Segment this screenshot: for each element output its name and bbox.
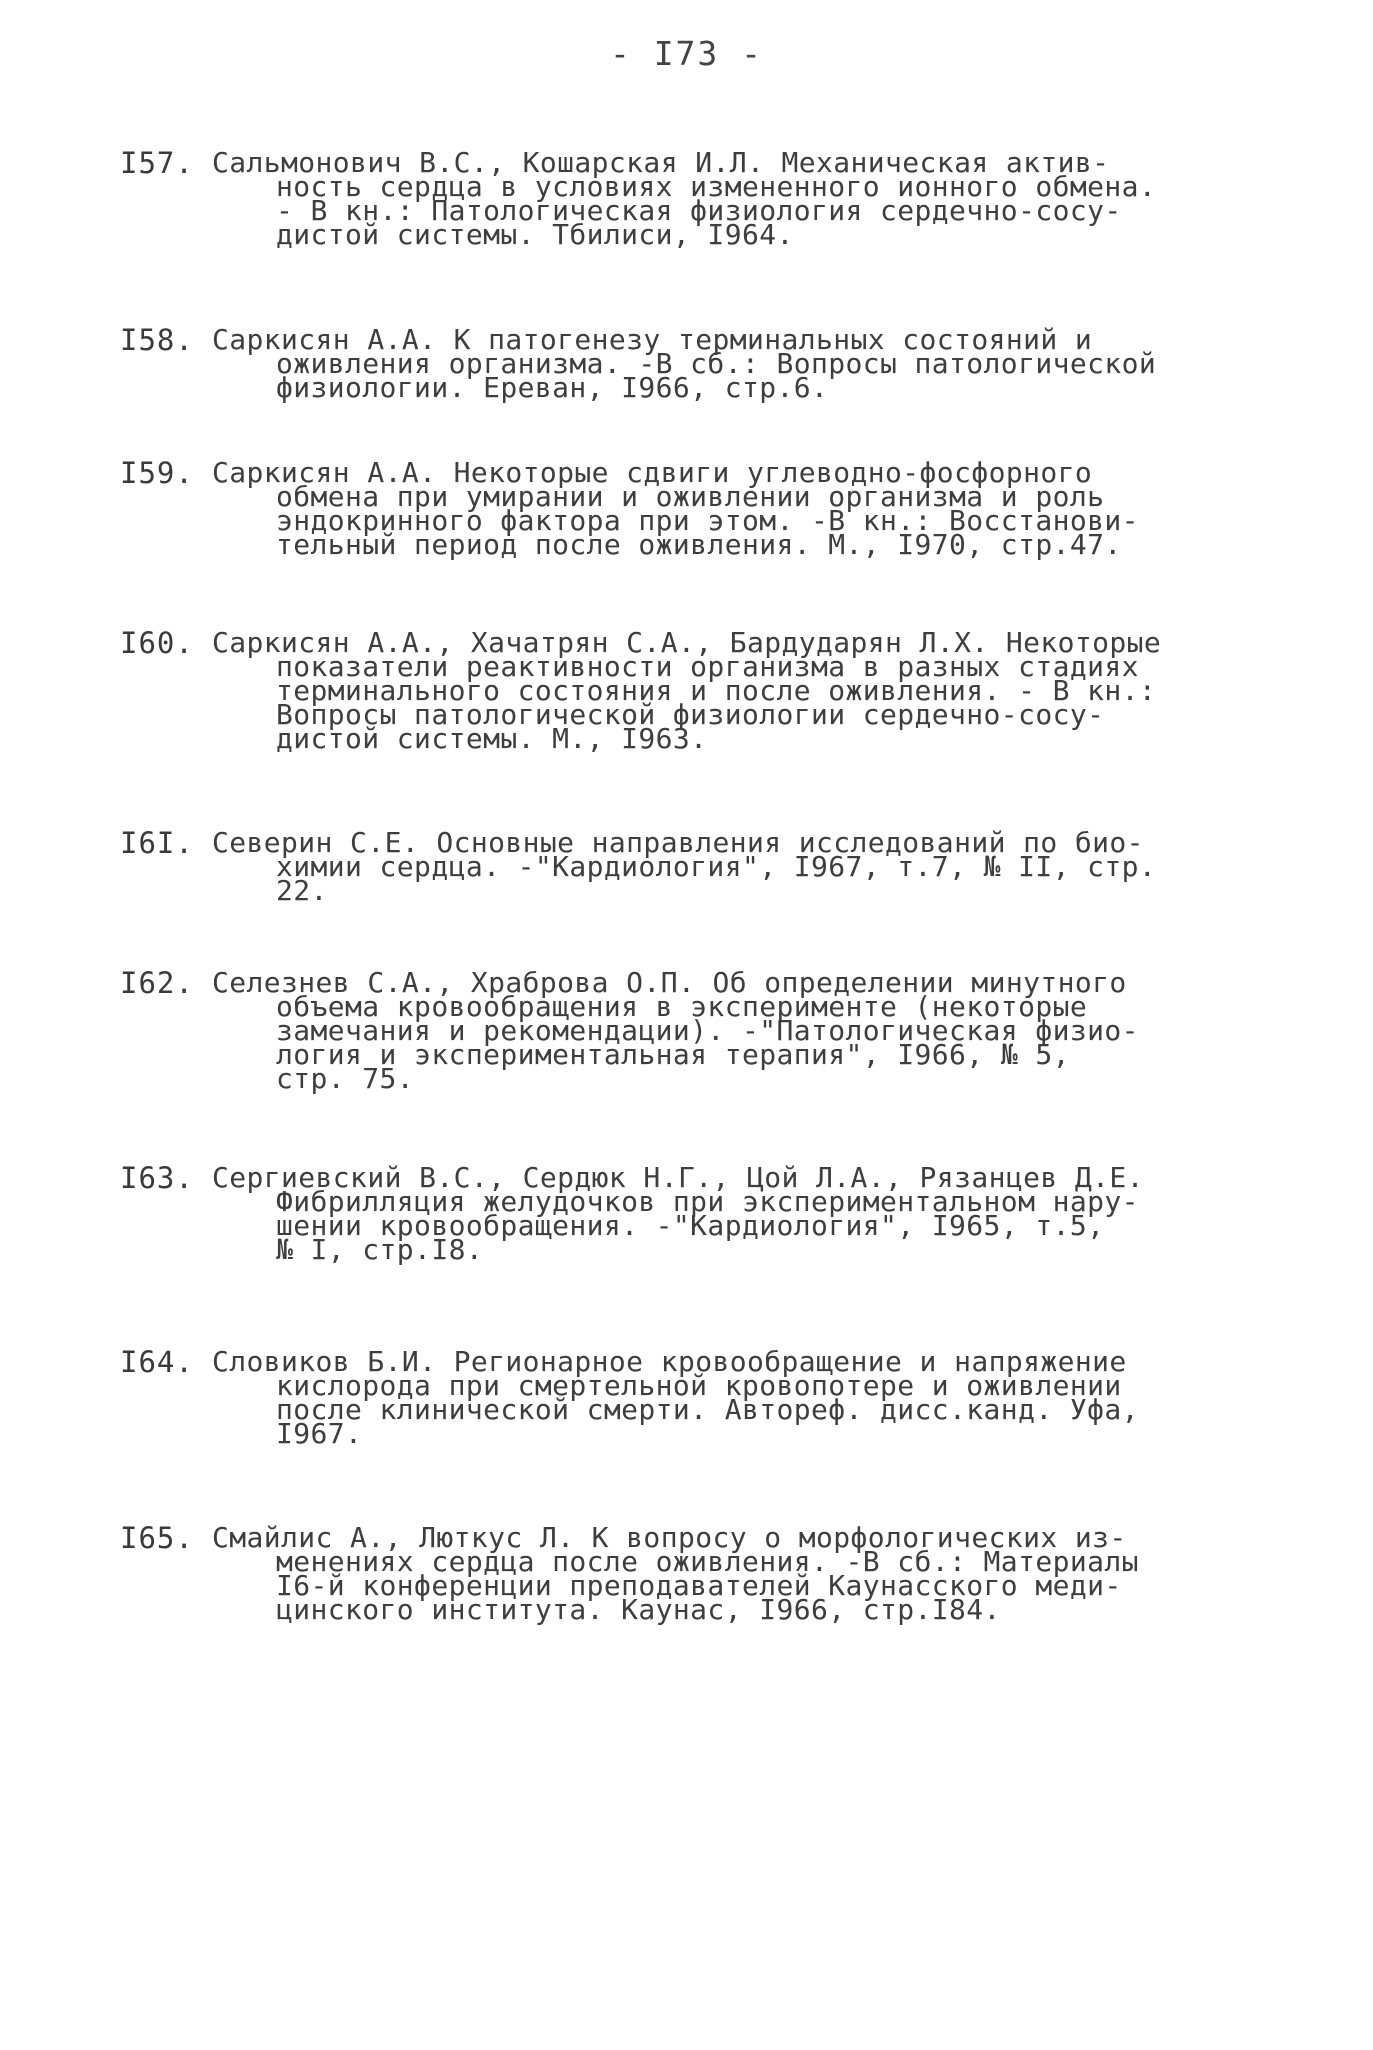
entry-text-first-line: Саркисян А.А., Хачатрян С.А., Бардударян Л.Х. Некоторые xyxy=(212,626,1162,659)
entry-text-line: ность сердца в условиях измененного ионного обмена. xyxy=(276,170,1157,203)
entry-text-line: I6-й конференции преподавателей Каунасского меди- xyxy=(276,1569,1122,1602)
entry-text-line: физиологии. Ереван, I966, стр.6. xyxy=(276,371,829,404)
entry-text-first-line: Селезнев С.А., Храброва О.П. Об определении минутного xyxy=(212,966,1127,999)
entry-text-line: логия и экспериментальная терапия", I966, № 5, xyxy=(276,1038,1070,1071)
entry-text-line: I967. xyxy=(276,1417,363,1450)
entry-text-line: Вопросы патологической физиологии сердечно-сосу- xyxy=(276,698,1105,731)
entry-number: I63. xyxy=(120,1161,194,1195)
entry-number: I65. xyxy=(120,1521,194,1555)
entry-number: I64. xyxy=(120,1345,194,1379)
entry-text-line: цинского института. Каунас, I966, стр.I84. xyxy=(276,1593,1001,1626)
entry-text-line: стр. 75. xyxy=(276,1062,415,1095)
entry-text-line: химии сердца. -"Кардиология", I967, т.7, № II, стр. xyxy=(276,850,1157,883)
entry-text-line: замечания и рекомендации). -"Патологическая физио- xyxy=(276,1014,1139,1047)
entry-number: I60. xyxy=(120,626,194,660)
entry-number: I58. xyxy=(120,323,194,357)
entry-text-line: дистой системы. М., I963. xyxy=(276,722,708,755)
entry-text-line: менениях сердца после оживления. -В сб.: Материалы xyxy=(276,1545,1139,1578)
entry-text-line: шении кровообращения. -"Кардиология", I965, т.5, xyxy=(276,1209,1105,1242)
entry-text-first-line: Сергиевский В.С., Сердюк Н.Г., Цой Л.А., Рязанцев Д.Е. xyxy=(212,1161,1144,1194)
entry-number: I62. xyxy=(120,966,194,1000)
entry-text-line: тельный период после оживления. М., I970, стр.47. xyxy=(276,528,1122,561)
entry-text-line: объема кровообращения в эксперименте (некоторые xyxy=(276,990,1088,1023)
entry-text-line: эндокринного фактора при этом. -В кн.: Восстанови- xyxy=(276,504,1139,537)
entry-text-first-line: Словиков Б.И. Регионарное кровообращение и напряжение xyxy=(212,1345,1127,1378)
entry-number: I59. xyxy=(120,456,194,490)
entry-text-first-line: Саркисян А.А. К патогенезу терминальных состояний и xyxy=(212,323,1093,356)
entry-text-line: - В кн.: Патологическая физиология сердечно-сосу- xyxy=(276,194,1122,227)
entry-text-line: после клинической смерти. Автореф. дисс.канд. Уфа, xyxy=(276,1393,1139,1426)
page-number: - I73 - xyxy=(609,34,764,73)
entry-text-line: показатели реактивности организма в разных стадиях xyxy=(276,650,1139,683)
entry-text-first-line: Северин С.Е. Основные направления исследований по био- xyxy=(212,826,1144,859)
entry-text-line: Фибрилляция желудочков при экспериментальном нару- xyxy=(276,1185,1139,1218)
entry-text-line: 22. xyxy=(276,874,328,907)
entry-text-line: кислорода при смертельной кровопотере и оживлении xyxy=(276,1369,1122,1402)
entry-text-line: обмена при умирании и оживлении организма и роль xyxy=(276,480,1105,513)
entry-text-first-line: Саркисян А.А. Некоторые сдвиги углеводно-фосфорного xyxy=(212,456,1093,489)
entry-number: I6I. xyxy=(120,826,194,860)
entry-number: I57. xyxy=(120,146,194,180)
entry-text-line: № I, стр.I8. xyxy=(276,1233,484,1266)
entry-text-line: оживления организма. -В сб.: Вопросы патологической xyxy=(276,347,1157,380)
entry-text-first-line: Сальмонович В.С., Кошарская И.Л. Механическая актив- xyxy=(212,146,1110,179)
entry-text-first-line: Смайлис А., Люткус Л. К вопросу о морфологических из- xyxy=(212,1521,1127,1554)
entry-text-line: терминального состояния и после оживления. - В кн.: xyxy=(276,674,1157,707)
entry-text-line: дистой системы. Тбилиси, I964. xyxy=(276,218,794,251)
